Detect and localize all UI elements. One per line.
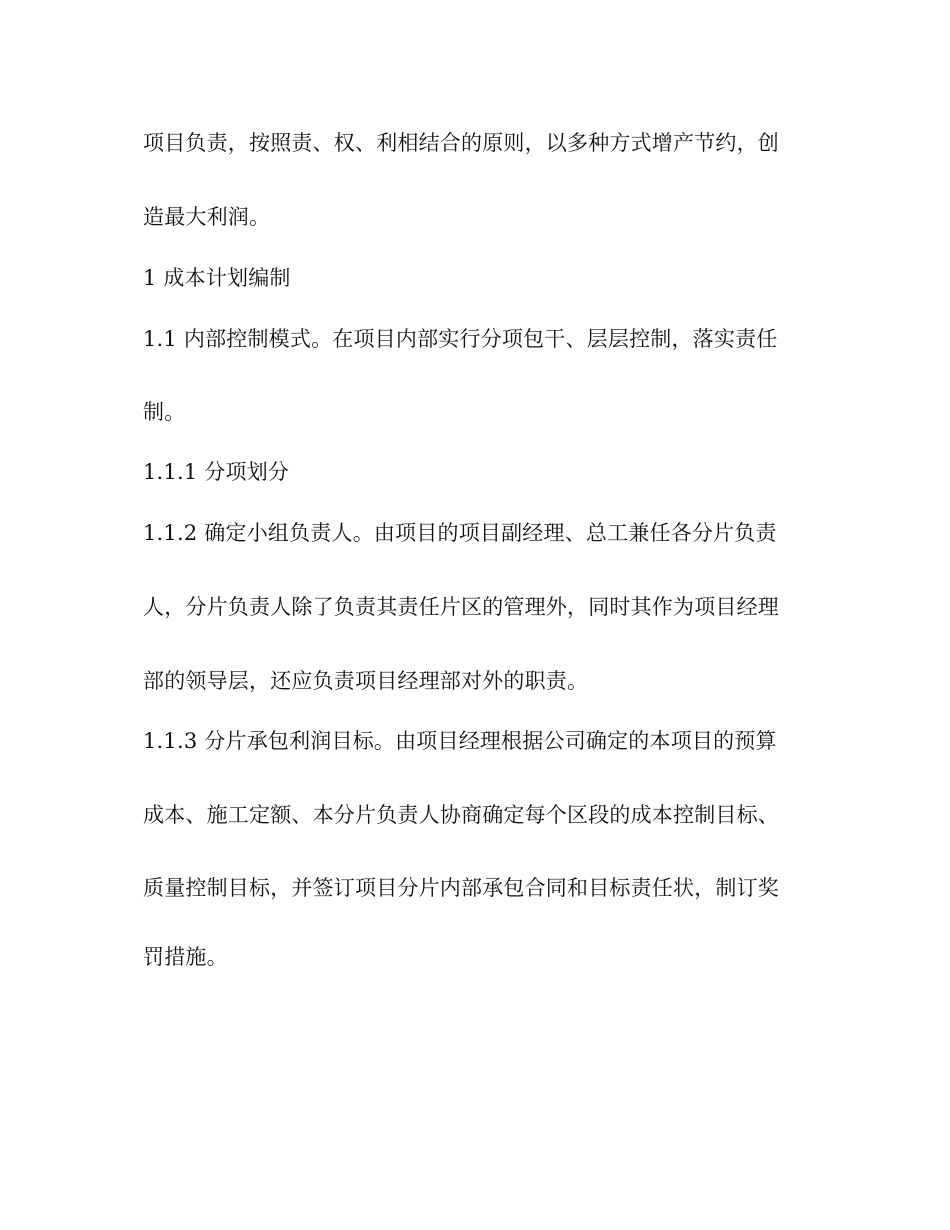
- paragraph-line: 罚措施。: [143, 945, 228, 969]
- paragraph-line: 人，分片负责人除了负责其责任片区的管理外，同时其作为项目经理: [143, 595, 779, 619]
- paragraph-line: 成本、施工定额、本分片负责人协商确定每个区段的成本控制目标、: [143, 803, 779, 827]
- paragraph-line: 造最大利润。: [143, 205, 271, 229]
- paragraph-line: 制。: [143, 400, 186, 424]
- paragraph-line: 部的领导层，还应负责项目经理部对外的职责。: [143, 669, 589, 693]
- paragraph-line: 1.1 内部控制模式。在项目内部实行分项包干、层层控制，落实责任: [143, 327, 778, 351]
- subsection-heading: 1.1.1 分项划分: [143, 460, 290, 484]
- paragraph-line: 1.1.3 分片承包利润目标。由项目经理根据公司确定的本项目的预算: [143, 729, 777, 753]
- paragraph-line: 1.1.2 确定小组负责人。由项目的项目副经理、总工兼任各分片负责: [143, 521, 777, 545]
- paragraph-line: 项目负责，按照责、权、利相结合的原则，以多种方式增产节约，创: [143, 131, 779, 155]
- paragraph-line: 质量控制目标，并签订项目分片内部承包合同和目标责任状，制订奖: [143, 876, 779, 900]
- section-heading: 1 成本计划编制: [143, 266, 291, 290]
